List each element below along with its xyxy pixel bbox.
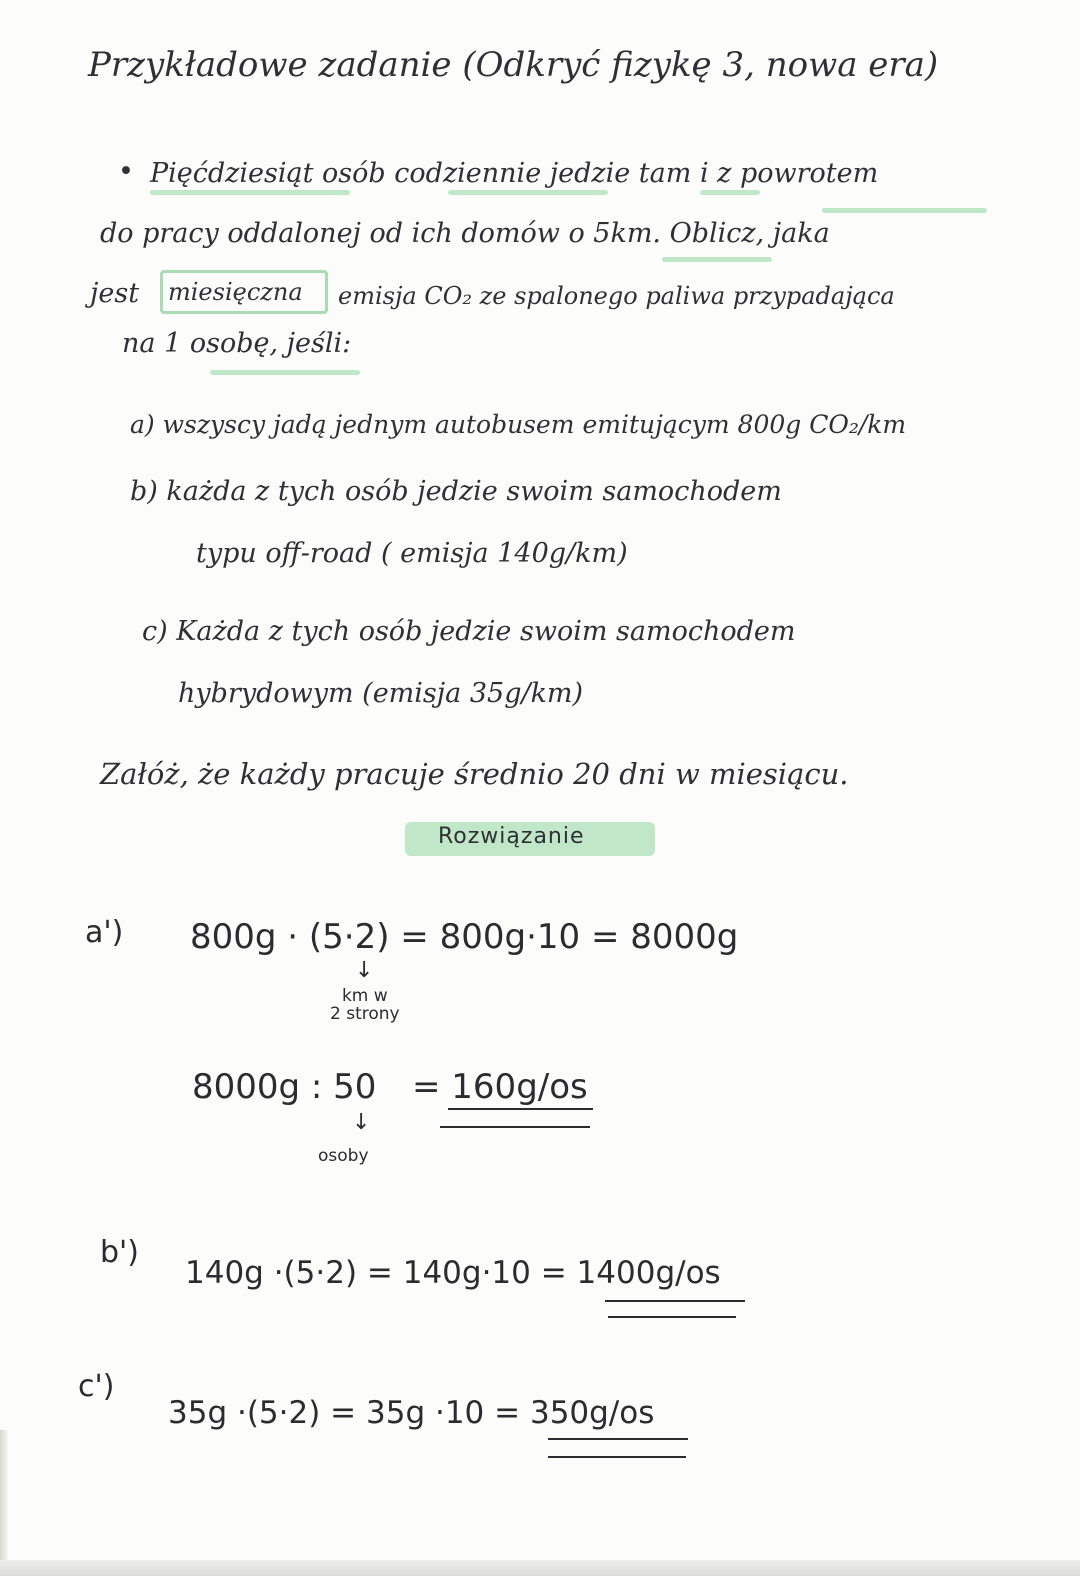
problem-line-3-prefix: jest	[90, 278, 140, 309]
highlight-5km	[662, 257, 772, 262]
underline-1400-double	[608, 1316, 736, 1318]
solution-a-line-2-left: 8000g : 50	[192, 1067, 377, 1107]
highlight-tam	[700, 190, 760, 195]
arrow-down-icon: ↓	[352, 1110, 371, 1135]
solution-a-note-2: osoby	[318, 1146, 369, 1166]
page-edge-shadow	[0, 1430, 8, 1560]
problem-line-1: Pięćdziesiąt osób codziennie jedzie tam i z powrotem	[150, 158, 879, 189]
underline-350	[548, 1438, 688, 1440]
underline-1400	[605, 1300, 745, 1302]
solution-b-line: 140g ·(5·2) = 140g·10 = 1400g/os	[185, 1255, 721, 1291]
option-c-line-2: hybrydowym (emisja 35g/km)	[178, 678, 584, 709]
problem-line-3-suffix: emisja CO₂ ze spalonego paliwa przypadająca	[338, 282, 895, 310]
assumption: Załóż, że każdy pracuje średnio 20 dni w miesiącu.	[100, 757, 849, 791]
option-a: a) wszyscy jadą jednym autobusem emitującym 800g CO₂/km	[130, 410, 907, 439]
solution-c-label: c')	[78, 1369, 115, 1404]
option-b-line-2: typu off-road ( emisja 140g/km)	[196, 538, 628, 569]
option-b-line-1: b) każda z tych osób jedzie swoim samochodem	[130, 476, 782, 507]
page-bottom-edge	[0, 1560, 1080, 1576]
solution-a-label: a')	[85, 915, 124, 950]
underline-160	[448, 1108, 593, 1110]
problem-line-2: do pracy oddalonej od ich domów o 5km. Oblicz, jaka	[100, 218, 830, 249]
solution-b-label: b')	[100, 1235, 139, 1270]
highlight-z-powrotem	[822, 208, 987, 213]
solution-a-line-2-right: = 160g/os	[412, 1067, 588, 1107]
solution-header: Rozwiązanie	[438, 824, 585, 849]
problem-bullet: •	[118, 156, 134, 187]
underline-350-double	[548, 1456, 686, 1458]
option-c-line-1: c) Każda z tych osób jedzie swoim samochodem	[142, 616, 796, 647]
solution-a-line-1: 800g · (5·2) = 800g·10 = 8000g	[190, 917, 739, 957]
highlight-1-osobe	[210, 370, 360, 375]
problem-line-3-boxed: miesięczna	[168, 278, 303, 306]
solution-a-note-1: km w 2 strony	[330, 986, 400, 1024]
highlight-piecdziesiat	[150, 190, 350, 195]
highlight-codziennie	[448, 190, 608, 195]
underline-160-double	[440, 1126, 590, 1128]
solution-c-line: 35g ·(5·2) = 35g ·10 = 350g/os	[168, 1395, 655, 1431]
page-title: Przykładowe zadanie (Odkryć fizykę 3, nowa era)	[88, 45, 939, 85]
problem-line-4: na 1 osobę, jeśli:	[122, 328, 352, 359]
arrow-down-icon: ↓	[355, 958, 374, 983]
